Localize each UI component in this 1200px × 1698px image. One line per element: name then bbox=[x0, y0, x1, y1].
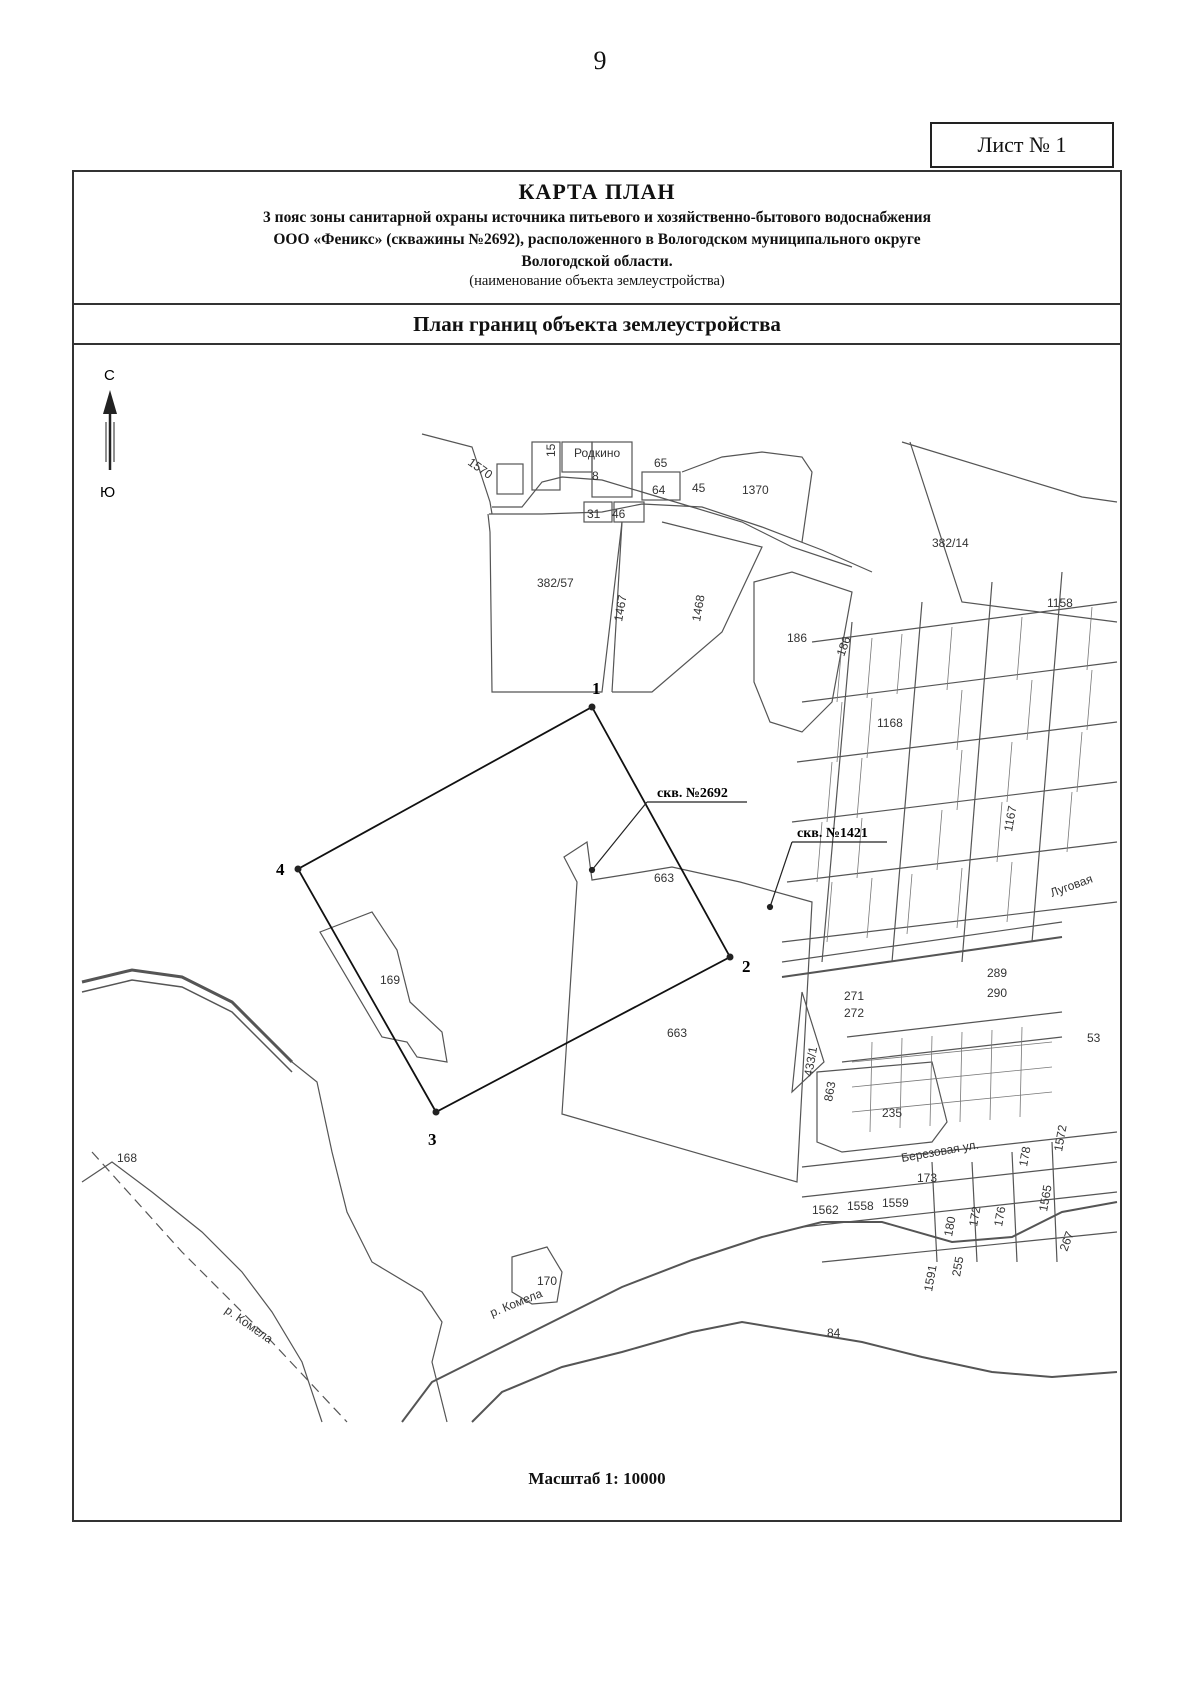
parcel-label: 1168 bbox=[877, 716, 903, 730]
parcel-label: 186 bbox=[833, 634, 854, 659]
parcel-label: 170 bbox=[537, 1274, 558, 1288]
compass-north-label: С bbox=[104, 367, 115, 384]
parcel-label: Луговая bbox=[1048, 871, 1095, 900]
parcel-label: 186 bbox=[787, 631, 808, 645]
map-scale: Масштаб 1: 10000 bbox=[528, 1469, 666, 1488]
parcel-label: 8 bbox=[592, 469, 599, 483]
boundary-point-3-label: 3 bbox=[428, 1130, 437, 1149]
parcel-label: Березовая ул. bbox=[900, 1137, 980, 1165]
well-2692-label: скв. №2692 bbox=[657, 786, 728, 801]
parcel-label: 176 bbox=[991, 1205, 1009, 1228]
title-line-3: Вологодской области. bbox=[521, 253, 673, 270]
sheet-number-box: Лист № 1 bbox=[930, 122, 1114, 168]
parcel-label: 433/1 bbox=[801, 1045, 821, 1078]
parcel-label: 180 bbox=[941, 1215, 959, 1238]
parcel-label: 45 bbox=[692, 481, 706, 495]
plan-header: План границ объекта землеустройства bbox=[74, 305, 1120, 345]
parcel-label: 272 bbox=[844, 1006, 865, 1020]
parcel-label: 1570 bbox=[465, 454, 496, 482]
parcel-label: 1468 bbox=[689, 593, 708, 623]
parcel-label: 173 bbox=[917, 1171, 938, 1185]
parcel-label: 271 bbox=[844, 989, 865, 1003]
boundary-point-2-label: 2 bbox=[742, 957, 751, 976]
map-title: КАРТА ПЛАН bbox=[518, 179, 676, 204]
compass-south-label: Ю bbox=[100, 484, 116, 501]
parcel-label: Родкино bbox=[574, 446, 621, 460]
page-number: 9 bbox=[593, 46, 607, 75]
boundary-point-4-label: 4 bbox=[276, 860, 285, 879]
parcel-label: 1558 bbox=[847, 1199, 874, 1213]
parcel-label: 289 bbox=[987, 966, 1008, 980]
sanitary-zone-boundary bbox=[298, 707, 730, 1112]
parcel-label: 64 bbox=[652, 483, 666, 497]
parcel-label: 1370 bbox=[742, 483, 769, 497]
parcel-label: 863 bbox=[821, 1080, 839, 1103]
parcel-label: 15 bbox=[544, 443, 558, 457]
parcel-label: 84 bbox=[827, 1326, 841, 1340]
parcel-label: 1562 bbox=[812, 1203, 839, 1217]
parcel-label: 168 bbox=[117, 1151, 138, 1165]
parcel-label: 663 bbox=[654, 871, 675, 885]
parcel-label: 267 bbox=[1056, 1229, 1077, 1254]
parcel-label: 235 bbox=[882, 1106, 903, 1120]
parcel-label: 382/14 bbox=[932, 536, 969, 550]
parcel-label: 1572 bbox=[1051, 1123, 1070, 1153]
boundary-point-markers bbox=[295, 704, 734, 1116]
parcel-label: 169 bbox=[380, 973, 401, 987]
parcel-label: 1467 bbox=[611, 593, 630, 623]
parcel-label: 255 bbox=[949, 1255, 967, 1278]
parcel-label: 1565 bbox=[1036, 1183, 1055, 1213]
title-line-1: 3 пояс зоны санитарной охраны источника питьевого и хозяйственно-бытового водоснабжения bbox=[263, 209, 931, 226]
parcel-label: 1158 bbox=[1047, 596, 1073, 610]
cadastral-map bbox=[74, 172, 1120, 1520]
map-frame bbox=[72, 170, 1122, 1522]
parcel-label: 31 bbox=[587, 507, 601, 521]
parcel-label: 172 bbox=[966, 1205, 984, 1228]
parcel-label: р. Комела bbox=[487, 1286, 545, 1320]
well-1421-label: скв. №1421 bbox=[797, 826, 868, 841]
parcel-label: 1167 bbox=[1001, 804, 1020, 833]
parcel-label: 178 bbox=[1016, 1145, 1034, 1168]
parcel-label: 382/57 bbox=[537, 576, 574, 590]
parcel-labels bbox=[117, 443, 1101, 1346]
parcel-label: р. Комела bbox=[222, 1302, 276, 1347]
parcel-label: 65 bbox=[654, 456, 668, 470]
parcel-label: 1559 bbox=[882, 1196, 909, 1210]
title-line-2: ООО «Феникс» (скважины №2692), расположенного в Вологодском муниципального округе bbox=[273, 231, 921, 248]
well-markers bbox=[590, 802, 888, 910]
parcel-label: 53 bbox=[1087, 1031, 1101, 1045]
title-caption: (наименование объекта землеустройства) bbox=[469, 273, 725, 289]
parcel-label: 290 bbox=[987, 986, 1008, 1000]
parcel-label: 663 bbox=[667, 1026, 688, 1040]
parcel-label: 1591 bbox=[921, 1263, 940, 1293]
parcel-label: 46 bbox=[612, 507, 626, 521]
north-arrow-icon bbox=[103, 390, 117, 470]
boundary-point-1-label: 1 bbox=[592, 679, 601, 698]
